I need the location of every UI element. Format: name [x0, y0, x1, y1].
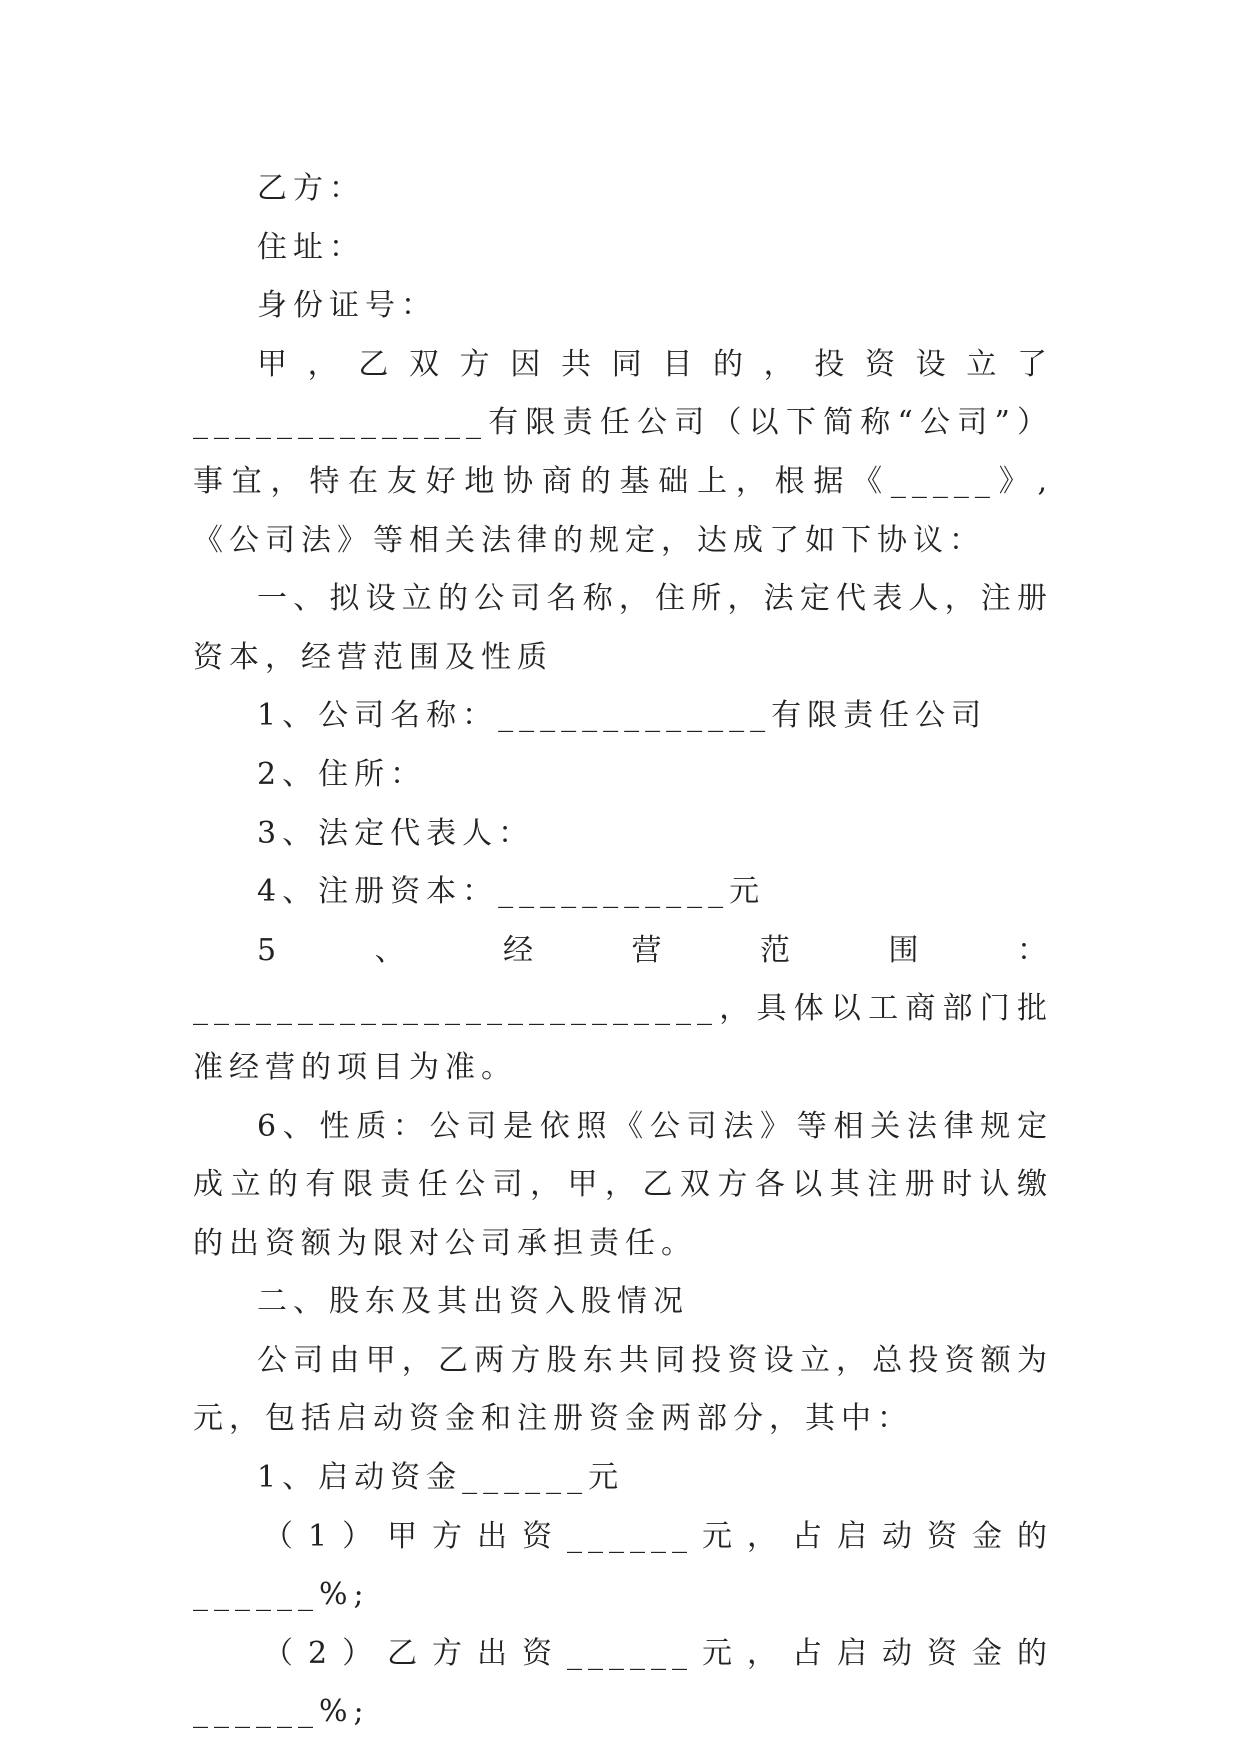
- party-b-contribution-line: （2）乙方出资______元，占启动资金的______%;: [193, 1635, 1053, 1730]
- business-scope-paragraph: 5、经营范围：_________________________，具体以工商部门批准经营的项目为准。: [193, 932, 1053, 1085]
- address-line: 住址：: [257, 229, 365, 265]
- company-name-line: 1、公司名称：_____________有限责任公司: [257, 698, 988, 734]
- company-address-line: 2、住所：: [257, 756, 427, 792]
- section-2-heading: 二、股东及其出资入股情况: [257, 1284, 689, 1320]
- registered-capital-line: 4、注册资本：___________元: [257, 874, 766, 910]
- investment-paragraph: 公司由甲，乙两方股东共同投资设立，总投资额为元，包括启动资金和注册资金两部分，其中：: [193, 1342, 1053, 1437]
- party-a-contribution-line: （1）甲方出资______元，占启动资金的______%;: [193, 1518, 1053, 1613]
- startup-capital-line: 1、启动资金______元: [257, 1460, 625, 1496]
- document-body: [193, 160, 1053, 1742]
- section-1-heading: 一、拟设立的公司名称，住所，法定代表人，注册资本，经营范围及性质: [193, 581, 1053, 675]
- party-b-line: 乙方：: [257, 171, 365, 206]
- nature-paragraph: 6、性质：公司是依照《公司法》等相关法律规定成立的有限责任公司，甲，乙双方各以其注册时认缴的出资额为限对公司承担责任。: [193, 1108, 1053, 1261]
- intro-paragraph: 甲，乙双方因共同目的，投资设立了______________有限责任公司（以下简称“公司”）事宜，特在友好地协商的基础上，根据《_____》,《公司法》等相关法律的规定，达成了如下协议：: [193, 346, 1053, 558]
- id-number-line: 身份证号：: [257, 288, 437, 324]
- legal-representative-line: 3、法定代表人：: [257, 815, 535, 851]
